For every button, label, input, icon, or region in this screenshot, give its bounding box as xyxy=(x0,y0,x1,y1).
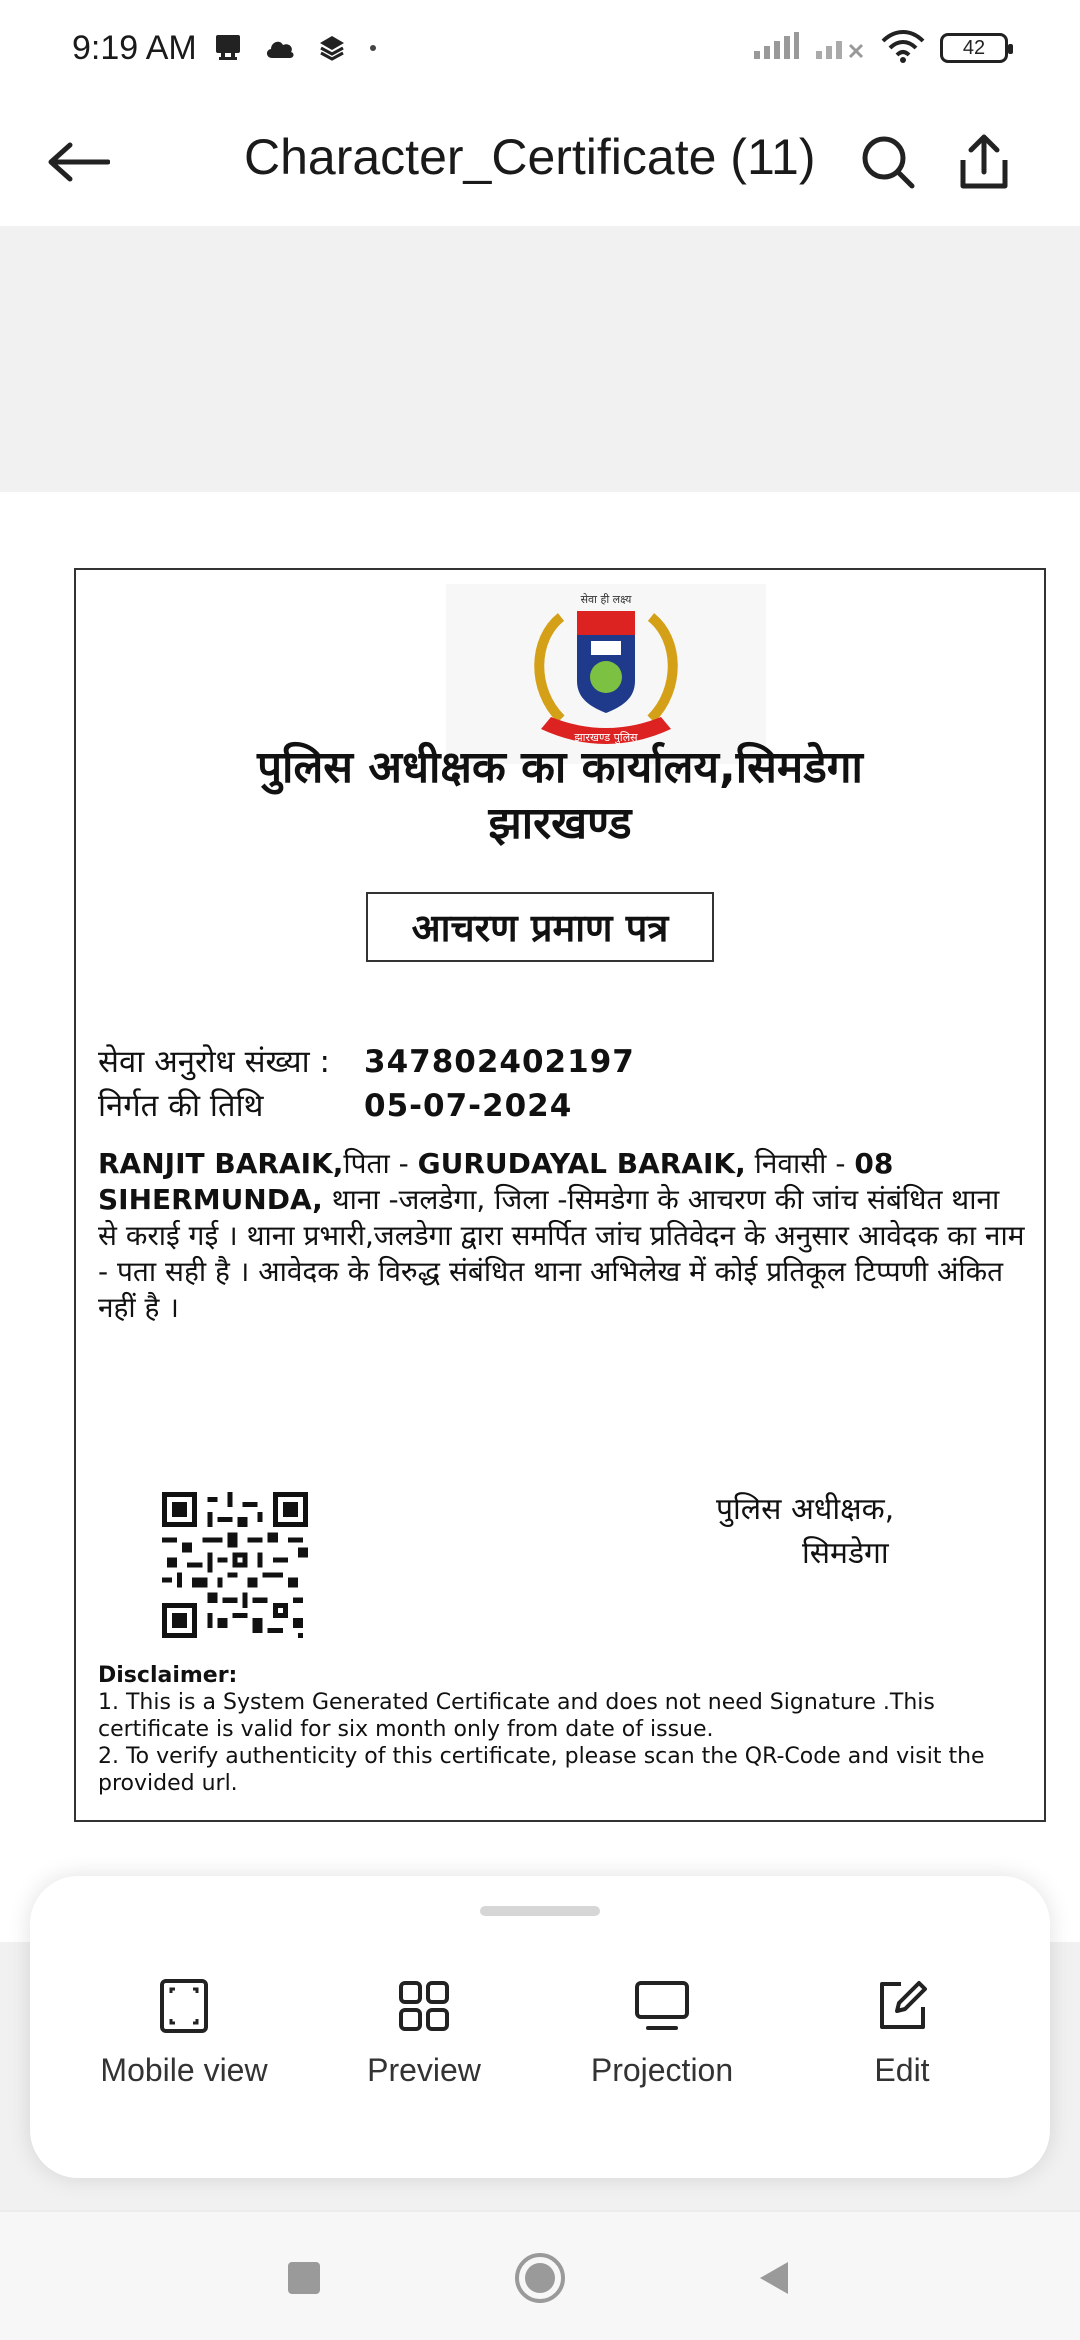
cloud-icon xyxy=(263,36,297,60)
status-time: 9:19 AM xyxy=(72,28,197,67)
issue-date-row xyxy=(98,1084,635,1128)
mobile-view-label: Mobile view xyxy=(100,2052,268,2088)
wifi-icon xyxy=(880,29,926,68)
viewer-background xyxy=(0,226,1080,492)
recent-apps-icon xyxy=(286,2260,322,2296)
projection-button[interactable] xyxy=(552,1956,772,2156)
office-title-line1: पुलिस अधीक्षक का कार्यालय,सिमडेगा xyxy=(257,742,863,793)
office-title xyxy=(76,740,1044,852)
search-icon xyxy=(860,134,916,190)
certificate-body xyxy=(98,1146,1026,1326)
projection-label: Projection xyxy=(590,2052,734,2088)
back-button[interactable] xyxy=(40,124,116,200)
notification-icon xyxy=(213,33,243,63)
dot-icon xyxy=(367,42,379,54)
edit-label: Edit xyxy=(874,2052,930,2088)
battery-icon xyxy=(940,33,1008,63)
sheet-handle[interactable] xyxy=(480,1906,600,1916)
status-left-icons xyxy=(213,33,379,63)
status-bar xyxy=(0,0,1080,96)
emblem-motto: सेवा ही लक्ष्य xyxy=(580,593,632,606)
disclaimer xyxy=(98,1662,1028,1797)
edit-icon xyxy=(870,1974,934,2038)
signatory xyxy=(716,1488,1016,1576)
recent-apps-button[interactable] xyxy=(274,2248,334,2308)
share-button[interactable] xyxy=(944,122,1024,202)
signal-icon xyxy=(752,31,800,66)
edit-button[interactable] xyxy=(792,1956,1012,2156)
back-arrow-icon xyxy=(46,142,110,182)
service-request-row xyxy=(98,1040,635,1084)
office-title-line2: झारखण्ड xyxy=(488,798,632,849)
document-title: Character_Certificate (11) xyxy=(244,129,816,185)
signatory-place: सिमडेगा xyxy=(802,1536,889,1571)
qr-code[interactable] xyxy=(162,1492,308,1638)
back-nav-button[interactable] xyxy=(744,2248,804,2308)
father-name: GURUDAYAL BARAIK, xyxy=(417,1147,746,1180)
battery-level: 42 xyxy=(962,36,986,59)
toolbar xyxy=(0,96,1080,226)
preview-label: Preview xyxy=(367,2052,481,2088)
police-emblem xyxy=(446,584,766,764)
issue-date-value: 05-07-2024 xyxy=(364,1088,573,1124)
disclaimer-item-1: 1. This is a System Generated Certificate and does not need Signature .This certificate is valid for six month only from date of issue. xyxy=(98,1690,935,1742)
projection-icon xyxy=(630,1974,694,2038)
applicant-name: RANJIT BARAIK, xyxy=(98,1147,344,1180)
certificate-heading: आचरण प्रमाण पत्र xyxy=(366,892,714,962)
service-request-label: सेवा अनुरोध संख्या : xyxy=(98,1044,330,1080)
certificate-meta xyxy=(98,1040,635,1128)
preview-button[interactable] xyxy=(314,1956,534,2156)
issue-date-label: निर्गत की तिथि xyxy=(98,1088,264,1124)
home-icon xyxy=(513,2251,567,2305)
search-button[interactable] xyxy=(848,122,928,202)
home-button[interactable] xyxy=(510,2248,570,2308)
resident-label: निवासी - xyxy=(745,1147,855,1180)
bottom-sheet xyxy=(30,1876,1050,2178)
share-icon xyxy=(957,134,1011,190)
village-name: 08 SIHERMUNDA, xyxy=(98,1147,894,1216)
signatory-title: पुलिस अधीक्षक, xyxy=(716,1492,895,1527)
disclaimer-title: Disclaimer: xyxy=(98,1663,238,1688)
signal-off-icon xyxy=(814,31,866,66)
disclaimer-item-2: 2. To verify authenticity of this certificate, please scan the QR-Code and visit the provided url. xyxy=(98,1744,985,1796)
mobile-view-icon xyxy=(152,1974,216,2038)
emblem-ribbon-text: झारखण्ड पुलिस xyxy=(574,731,638,744)
layers-icon xyxy=(317,33,347,63)
preview-grid-icon xyxy=(392,1974,456,2038)
service-request-value: 347802402197 xyxy=(364,1044,635,1080)
status-right xyxy=(752,29,1008,68)
navigation-bar xyxy=(0,2210,1080,2340)
back-icon xyxy=(754,2258,794,2298)
mobile-view-button[interactable] xyxy=(74,1956,294,2156)
certificate xyxy=(74,568,1046,1822)
father-label: पिता - xyxy=(343,1147,418,1180)
body-text: थाना -जलडेगा, जिला -सिमडेगा के आचरण की जांच संबंधित थाना से कराई गई । थाना प्रभारी,जलडेगा द्वारा समर्पित जांच प्रतिवेदन के अनुसार आवेदक का नाम - पता सही है । आवेदक के विरुद्ध संबंधित थाना अभिलेख में कोई प्रतिकूल टिप्पणी अंकित नहीं है । xyxy=(98,1183,1025,1324)
sheet-actions xyxy=(30,1956,1050,2156)
